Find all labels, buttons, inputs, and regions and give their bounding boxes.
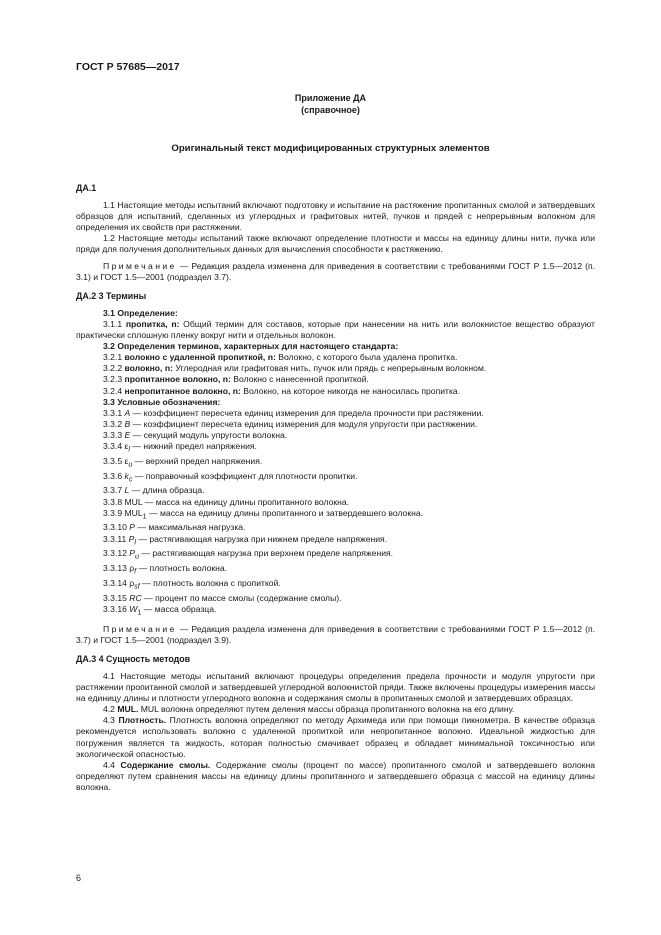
section-heading-da2: ДА.2 3 Термины — [76, 290, 147, 301]
symbol-3-3-12: 3.3.12 $P_u$ — растягивающая нагрузка при верхнем пределе напряжения. — [103, 548, 394, 562]
document-content — [76, 183, 595, 793]
symbol-3-3-14: 3.3.14 $\rho_{sf}$ — плотность волокна с пропиткой. — [103, 577, 281, 591]
document-id: ГОСТ Р 57685—2017 — [76, 61, 180, 73]
section-heading-da3: ДА.3 4 Сущность методов — [76, 653, 191, 664]
subheading-3-3: 3.3 Условные обозначения: — [103, 396, 221, 407]
term-3-1-1: 3.1.1 пропитка, n: Общий термин для составов, которые при нанесении на нить или волокнистое вещество образуют практически сплошную пленку вокруг нити и отдельных волокон. — [76, 318, 595, 341]
paragraph-4-4: 4.4 Содержание смолы. Содержание смолы (процент по массе) пропитанного смолой и затвердевшего волокна определяют путем сравнения массы на единицу длины пропитанного и затвердевшего образца с массой на единицу длины волокна. — [76, 759, 595, 792]
symbol-3-3-6: 3.3.6 $k_c$ — поправочный коэффициент для плотности пропитки. — [103, 470, 358, 484]
paragraph-1-1: 1.1 Настоящие методы испытаний включают подготовку и испытание на растяжение пропитанных смолой и затвердевших образцов для испытаний, сделанных из углеродных и графитовых нитей, пучков и прядей с непрерывным волокном для определения их свойств при растяжении. — [76, 200, 595, 233]
term-3-2-4: 3.2.4 непропитанное волокно, n: Волокно, на которое никогда не наносилась пропитка. — [103, 385, 461, 396]
note-text: — Редакция раздела изменена для приведения в соответствии с требованиями ГОСТ Р 1.5—2012 (п. 3.7) и ГОСТ 1.5—2001 (подраздел 3.9). — [76, 623, 595, 645]
term-3-2-2: 3.2.2 волокно, n: Углеродная или графитовая нить, пучок или прядь с непрерывным волокном. — [103, 363, 487, 374]
symbol-3-3-8: 3.3.8 MUL — масса на единицу длины пропитанного волокна. — [103, 496, 350, 507]
subheading-3-2: 3.2 Определения терминов, характерных для настоящего стандарта: — [103, 341, 399, 352]
main-title: Оригинальный текст модифицированных структурных элементов — [171, 143, 490, 154]
symbol-3-3-5: 3.3.5 $\varepsilon_u$ — верхний предел напряжения. — [103, 455, 263, 469]
symbol-3-3-10: 3.3.10 P — максимальная нагрузка. — [103, 522, 246, 533]
symbol-3-3-7: 3.3.7 L — длина образца. — [103, 485, 205, 496]
symbol-3-3-11: 3.3.11 $P_l$ — растягивающая нагрузка при нижнем пределе напряжения. — [103, 533, 388, 547]
symbol-3-3-16: 3.3.16 $W_1$ — масса образца. — [103, 603, 217, 617]
symbol-3-3-9: 3.3.9 $MUL_1$ — масса на единицу длины пропитанного и затвердевшего волокна. — [103, 507, 424, 521]
note-text: — Редакция раздела изменена для приведения в соответствии с требованиями ГОСТ Р 1.5—2012 (п. 3.1) и ГОСТ 1.5—2001 (подраздел 3.7). — [76, 260, 595, 282]
paragraph-4-3: 4.3 Плотность. Плотность волокна определяют по методу Архимеда или при помощи пикнометра. В качестве образца рекомендуется использовать волокно с удаленной пропиткой или непропитанное волокно. Идеальной жидкостью для погружения является та жидкость, которая полностью смачивает образец и обладает минимальной токсичностью или экологической опасностью. — [76, 715, 595, 759]
paragraph-4-2: 4.2 MUL. MUL волокна определяют путем деления массы образца пропитанного волокна на его длину. — [103, 704, 515, 715]
section-heading-da1: ДА.1 — [76, 183, 97, 193]
appendix-subtitle: (справочное) — [301, 104, 360, 115]
note-label: Примечание — [103, 623, 177, 634]
term-3-2-1: 3.2.1 волокно с удаленной пропиткой, n: Волокно, с которого была удалена пропитка. — [103, 352, 458, 363]
paragraph-4-1: 4.1 Настоящие методы испытаний включают процедуры определения предела прочности и модуля упругости при растяжении пропитанной смолой и затвердевшей углеродной волокнистой пряди. Также включены процедуры измерения массы на единицу длины и плотности углеродного волокна и содержания смолы в пропитанных смолой и затвердевших образцах. — [76, 670, 595, 704]
symbol-3-3-13: 3.3.13 $\rho_f$ — плотность волокна. — [103, 563, 228, 576]
symbol-3-3-3: 3.3.3 E — секущий модуль упругости волокна. — [103, 429, 288, 440]
note-da1 — [76, 261, 595, 283]
appendix-title: Приложение ДА — [294, 93, 367, 103]
symbol-3-3-4: 3.3.4 $\varepsilon_l$ — нижний предел напряжения. — [103, 440, 257, 454]
note-label: Примечание — [103, 260, 177, 271]
appendix-heading — [0, 93, 661, 116]
symbol-3-3-1: 3.3.1 A — коэффициент пересчета единиц измерения для предела прочности при растяжении. — [103, 407, 484, 418]
subheading-3-1: 3.1 Определение: — [103, 307, 178, 318]
symbol-3-3-15: 3.3.15 RC — процент по массе смолы (содержание смолы). — [103, 592, 342, 603]
page-number: 6 — [76, 873, 82, 883]
symbol-3-3-2: 3.3.2 B — коэффициент пересчета единиц измерения для модуля упругости при растяжении. — [103, 418, 478, 429]
term-3-2-3: 3.2.3 пропитанное волокно, n: Волокно с нанесенной пропиткой. — [103, 374, 369, 385]
paragraph-1-2: 1.2 Настоящие методы испытаний также включают определение плотности и массы на единицу длины нити, пучка или пряди для получения дополнительных данных для вычисления способности к растяжению. — [76, 233, 595, 255]
note-da2 — [76, 624, 595, 646]
